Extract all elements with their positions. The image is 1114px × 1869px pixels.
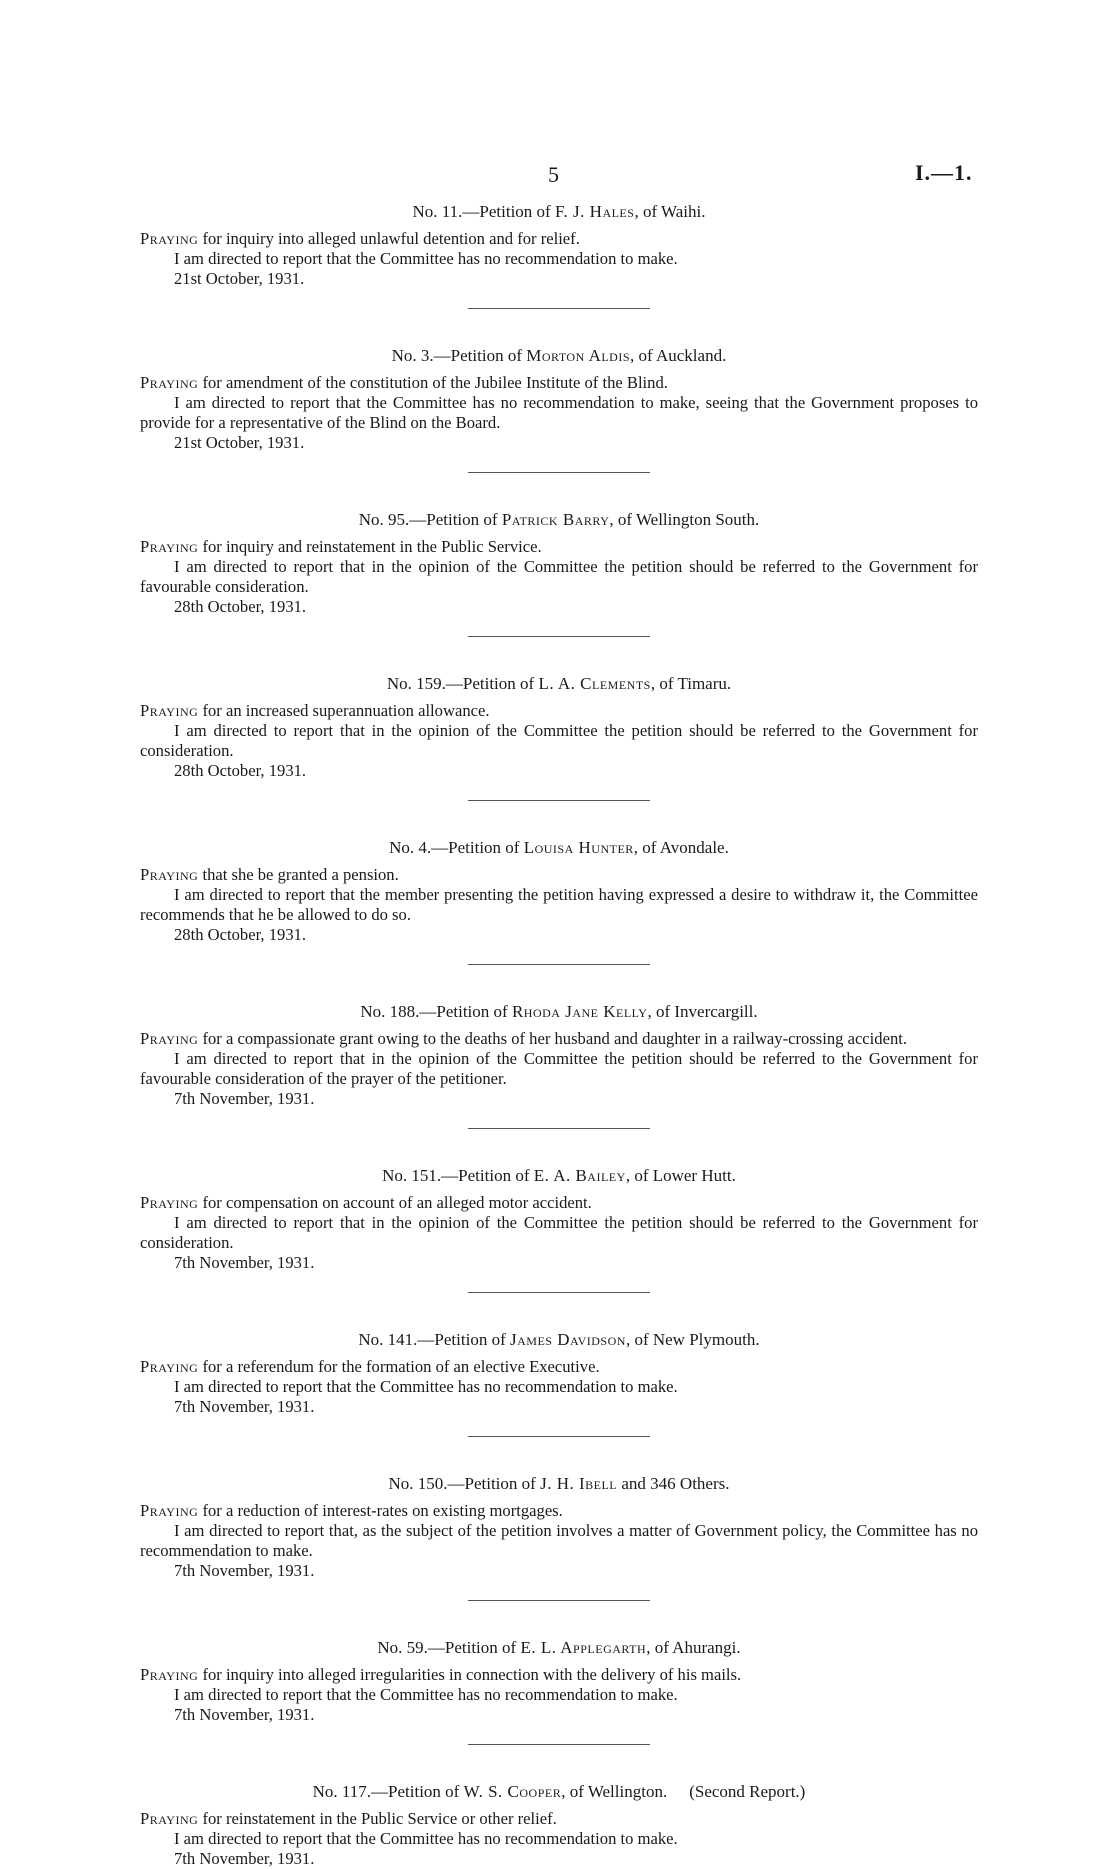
- committee-report: I am directed to report that the member presenting the petition having expressed a desire to withdraw it, the Committee recommends that he be allowed to do so.: [140, 885, 978, 924]
- praying-label: Praying: [140, 537, 199, 556]
- petitioner-location: , of Ahurangi.: [646, 1638, 741, 1657]
- committee-report: I am directed to report that the Committee has no recommendation to make.: [174, 1377, 678, 1396]
- petition-heading: [140, 1002, 978, 1022]
- petitioner-name: J. H. Ibell: [540, 1474, 618, 1493]
- report-date: 7th November, 1931.: [174, 1849, 315, 1868]
- petition-number: No. 159.—Petition of: [386, 674, 539, 693]
- petition-prayer: [140, 1357, 978, 1377]
- petitioner-name: F. J. Hales: [554, 202, 635, 221]
- committee-report: I am directed to report that in the opinion of the Committee the petition should be referred to the Government for consideration.: [140, 721, 978, 760]
- report-date: 7th November, 1931.: [174, 1705, 315, 1724]
- report-date: 21st October, 1931.: [174, 433, 305, 452]
- petitioner-location: , of Auckland.: [630, 346, 727, 365]
- petition-number: No. 150.—Petition of: [388, 1474, 541, 1493]
- petition-number: No. 59.—Petition of: [377, 1638, 521, 1657]
- petition-number: No. 188.—Petition of: [360, 1002, 512, 1021]
- petitioner-location: and 346 Others.: [617, 1474, 730, 1493]
- section-divider: [468, 308, 650, 309]
- prayer-text: that she be granted a pension.: [202, 865, 399, 884]
- page-number: 5: [548, 162, 559, 187]
- committee-report: I am directed to report that the Committee has no recommendation to make.: [174, 1829, 678, 1848]
- petition-entry: [140, 1330, 978, 1437]
- petition-number: No. 117.—Petition of: [312, 1782, 464, 1801]
- committee-report: I am directed to report that in the opinion of the Committee the petition should be referred to the Government for consideration.: [140, 1213, 978, 1252]
- petitioner-location: , of Lower Hutt.: [625, 1166, 736, 1185]
- petition-heading: [140, 1166, 978, 1186]
- petitioner-name: Louisa Hunter: [523, 838, 634, 857]
- petitioner-name: E. L. Applegarth: [520, 1638, 647, 1657]
- petitioner-name: James Davidson: [510, 1330, 626, 1349]
- petitioner-name: E. A. Bailey: [533, 1166, 626, 1185]
- report-date: 7th November, 1931.: [174, 1561, 315, 1580]
- report-date: 28th October, 1931.: [174, 925, 307, 944]
- section-divider: [468, 472, 650, 473]
- petitioner-name: Patrick Barry: [501, 510, 610, 529]
- petition-heading: [140, 510, 978, 530]
- petition-prayer: [140, 1029, 978, 1049]
- prayer-text: for a referendum for the formation of an elective Executive.: [202, 1357, 600, 1376]
- section-divider: [468, 800, 650, 801]
- petition-prayer: [140, 1193, 978, 1213]
- petition-extra: (Second Report.): [689, 1782, 806, 1801]
- petition-heading: [140, 1638, 978, 1658]
- petition-heading: [140, 1474, 978, 1494]
- petitioner-name: Morton Aldis: [526, 346, 631, 365]
- section-divider: [468, 1744, 650, 1745]
- petition-prayer: [140, 537, 978, 557]
- petitioner-location: , of Timaru.: [650, 674, 732, 693]
- section-divider: [468, 1128, 650, 1129]
- petition-prayer: [140, 865, 978, 885]
- petition-entry: [140, 1002, 978, 1129]
- section-divider: [468, 636, 650, 637]
- prayer-text: for inquiry and reinstatement in the Public Service.: [202, 537, 542, 556]
- page-reference: I.—1.: [915, 160, 973, 185]
- petitioner-location: , of Wellington South.: [609, 510, 760, 529]
- section-divider: [468, 1292, 650, 1293]
- petitions-list: [140, 202, 978, 1869]
- petitioner-location: , of Invercargill.: [647, 1002, 758, 1021]
- petition-heading: [140, 674, 978, 694]
- petition-entry: [140, 202, 978, 309]
- petition-prayer: [140, 701, 978, 721]
- petition-number: No. 151.—Petition of: [382, 1166, 534, 1185]
- committee-report: I am directed to report that the Committee has no recommendation to make.: [174, 1685, 678, 1704]
- report-date: 7th November, 1931.: [174, 1397, 315, 1416]
- report-date: 21st October, 1931.: [174, 269, 305, 288]
- committee-report: I am directed to report that, as the subject of the petition involves a matter of Government policy, the Committee has no recommendation to make.: [140, 1521, 978, 1560]
- praying-label: Praying: [140, 373, 199, 392]
- petitioner-location: , of Waihi.: [634, 202, 706, 221]
- petition-number: No. 11.—Petition of: [412, 202, 555, 221]
- petition-entry: [140, 1638, 978, 1745]
- committee-report: I am directed to report that the Committee has no recommendation to make, seeing that the Government proposes to provide for a representative of the Blind on the Board.: [140, 393, 978, 432]
- prayer-text: for a reduction of interest-rates on existing mortgages.: [202, 1501, 563, 1520]
- petitioner-location: , of Avondale.: [633, 838, 729, 857]
- report-date: 28th October, 1931.: [174, 761, 307, 780]
- petition-entry: [140, 346, 978, 473]
- petition-heading: [140, 1330, 978, 1350]
- petition-prayer: [140, 229, 978, 249]
- prayer-text: for inquiry into alleged irregularities in connection with the delivery of his mails.: [202, 1665, 742, 1684]
- prayer-text: for an increased superannuation allowance.: [202, 701, 490, 720]
- section-divider: [468, 1600, 650, 1601]
- prayer-text: for compensation on account of an alleged motor accident.: [202, 1193, 592, 1212]
- section-divider: [468, 1436, 650, 1437]
- petition-number: No. 95.—Petition of: [358, 510, 502, 529]
- praying-label: Praying: [140, 1357, 199, 1376]
- petition-prayer: [140, 373, 978, 393]
- report-date: 7th November, 1931.: [174, 1253, 315, 1272]
- section-divider: [468, 964, 650, 965]
- petition-prayer: [140, 1501, 978, 1521]
- praying-label: Praying: [140, 1665, 199, 1684]
- praying-label: Praying: [140, 229, 199, 248]
- petition-prayer: [140, 1665, 978, 1685]
- petitioner-location: , of Wellington.: [561, 1782, 668, 1801]
- petition-number: No. 141.—Petition of: [358, 1330, 510, 1349]
- prayer-text: for amendment of the constitution of the Jubilee Institute of the Blind.: [202, 373, 668, 392]
- petition-entry: [140, 1474, 978, 1601]
- praying-label: Praying: [140, 701, 199, 720]
- praying-label: Praying: [140, 865, 199, 884]
- report-date: 7th November, 1931.: [174, 1089, 315, 1108]
- committee-report: I am directed to report that in the opinion of the Committee the petition should be referred to the Government for favourable consideration.: [140, 557, 978, 596]
- petition-number: No. 4.—Petition of: [389, 838, 524, 857]
- praying-label: Praying: [140, 1029, 199, 1048]
- petition-entry: [140, 1166, 978, 1293]
- petition-entry: [140, 510, 978, 637]
- petition-heading: [140, 346, 978, 366]
- prayer-text: for inquiry into alleged unlawful detention and for relief.: [202, 229, 580, 248]
- prayer-text: for reinstatement in the Public Service or other relief.: [202, 1809, 557, 1828]
- petition-entry: [140, 838, 978, 965]
- committee-report: I am directed to report that in the opinion of the Committee the petition should be referred to the Government for favourable consideration of the prayer of the petitioner.: [140, 1049, 978, 1088]
- committee-report: I am directed to report that the Committee has no recommendation to make.: [174, 249, 678, 268]
- petition-entry: [140, 674, 978, 801]
- petition-heading: [140, 838, 978, 858]
- praying-label: Praying: [140, 1193, 199, 1212]
- report-date: 28th October, 1931.: [174, 597, 307, 616]
- prayer-text: for a compassionate grant owing to the deaths of her husband and daughter in a railway-crossing accident.: [202, 1029, 907, 1048]
- praying-label: Praying: [140, 1809, 199, 1828]
- petitioner-name: Rhoda Jane Kelly: [511, 1002, 648, 1021]
- petition-prayer: [140, 1809, 978, 1829]
- petitioner-name: L. A. Clements: [538, 674, 651, 693]
- petition-heading: [140, 1782, 978, 1802]
- petitioner-location: , of New Plymouth.: [625, 1330, 760, 1349]
- petition-entry: [140, 1782, 978, 1869]
- petition-heading: [140, 202, 978, 222]
- petition-number: No. 3.—Petition of: [391, 346, 527, 365]
- petitioner-name: W. S. Cooper: [463, 1782, 562, 1801]
- praying-label: Praying: [140, 1501, 199, 1520]
